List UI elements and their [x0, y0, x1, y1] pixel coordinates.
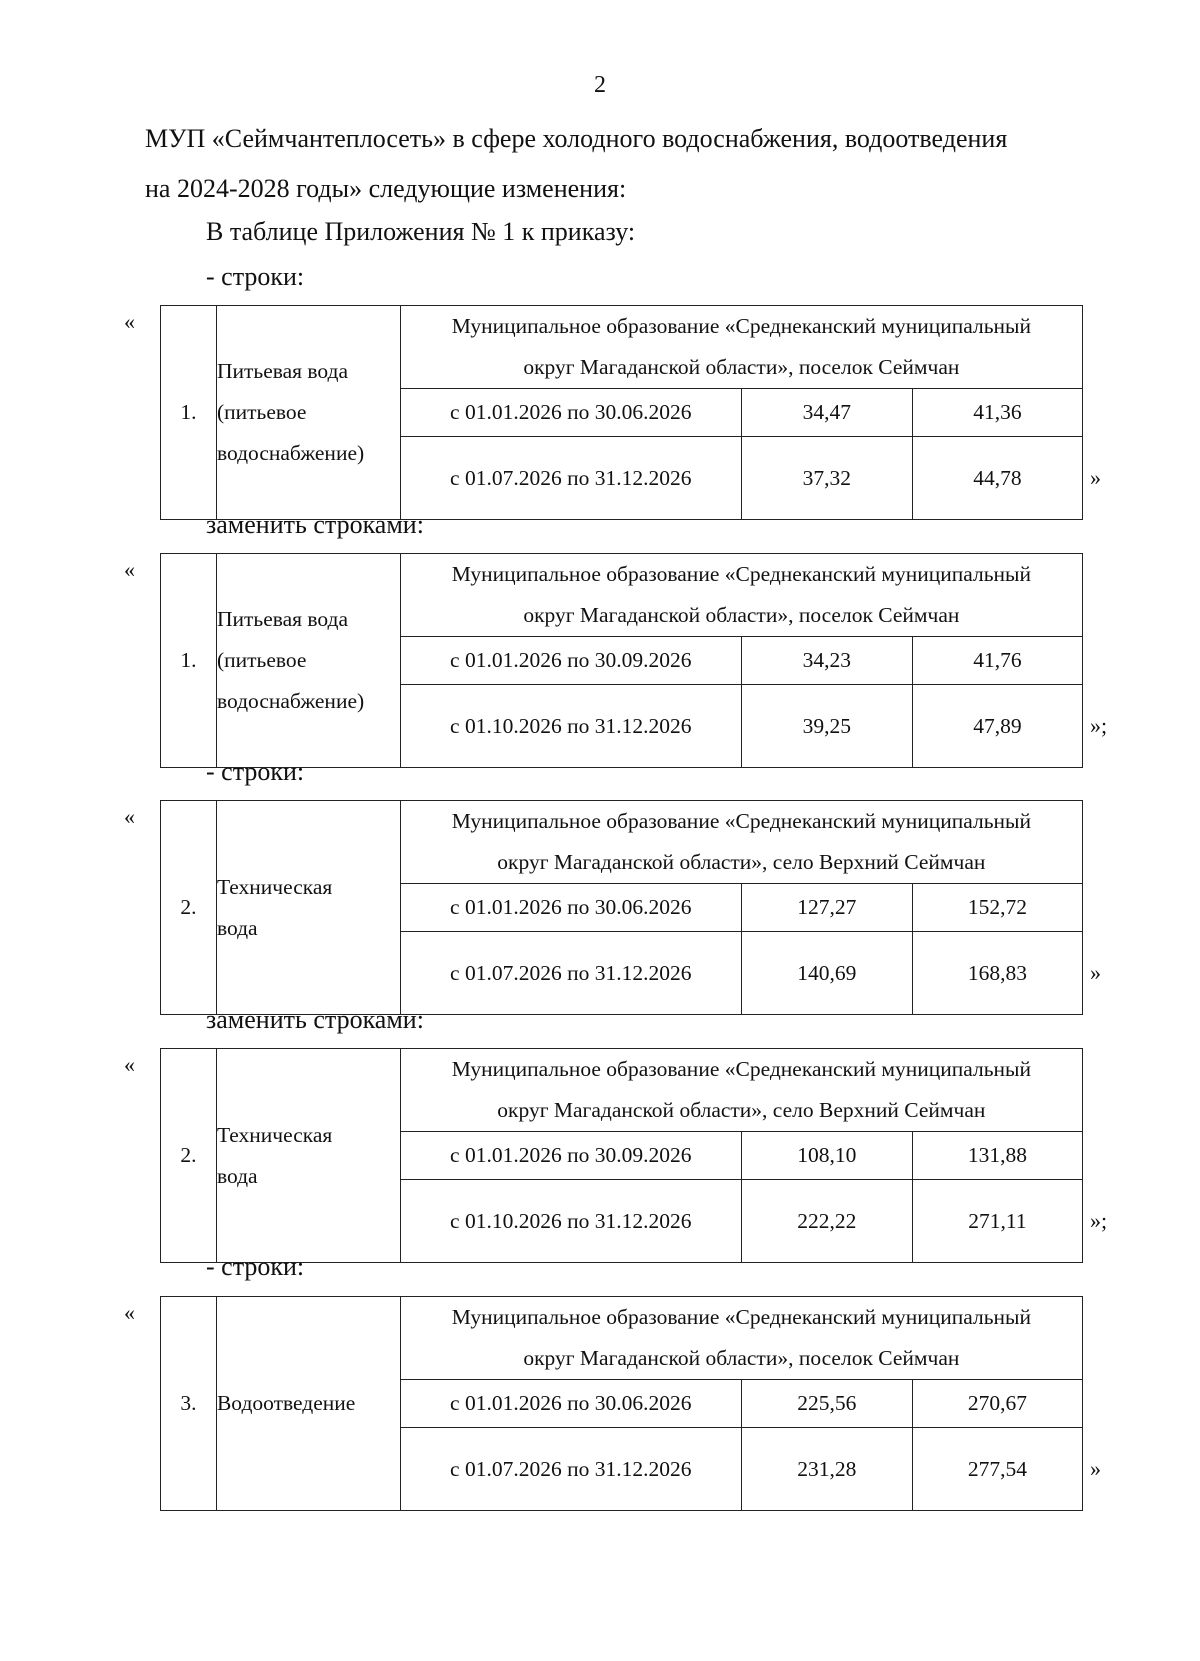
tariff-block — [124, 1296, 1124, 1510]
tariff-vat-value-cell: 47,89 — [912, 685, 1082, 768]
closing-quote: »; — [1090, 713, 1108, 738]
period-cell: с 01.01.2026 по 30.06.2026 — [400, 884, 741, 932]
table-row — [161, 801, 1083, 884]
period-cell: с 01.07.2026 по 31.12.2026 — [400, 932, 741, 1015]
row-number: 2. — [161, 1049, 217, 1263]
table-row — [161, 554, 1083, 637]
tariff-block — [124, 553, 1124, 767]
municipality-line: Муниципальное образование «Среднеканский муниципальный — [451, 1305, 1031, 1329]
intro-line-3: В таблице Приложения № 1 к приказу: — [206, 217, 636, 246]
period-cell: с 01.01.2026 по 30.06.2026 — [400, 1380, 741, 1428]
service-name-line: вода — [216, 915, 258, 940]
tariff-value-cell: 39,25 — [741, 685, 912, 768]
opening-quote: « — [124, 804, 135, 829]
municipality-cell — [400, 306, 1082, 389]
municipality-line: Муниципальное образование «Среднеканский муниципальный — [451, 562, 1031, 586]
closing-quote: » — [1090, 1456, 1101, 1481]
tariff-vat-value-cell: 271,11 — [912, 1180, 1082, 1263]
municipality-line: округ Магаданской области», село Верхний Сеймчан — [497, 1098, 986, 1122]
closing-quote: » — [1090, 960, 1101, 985]
row-number: 1. — [161, 306, 217, 520]
block-label: - строки: — [206, 757, 305, 786]
municipality-line: округ Магаданской области», село Верхний Сеймчан — [497, 850, 986, 874]
tariff-vat-value-cell: 41,76 — [912, 637, 1082, 685]
service-name — [216, 1049, 400, 1263]
tariff-value-cell: 140,69 — [741, 932, 912, 1015]
table-row — [161, 306, 1083, 389]
tariff-table — [160, 305, 1083, 520]
tariff-value-cell: 37,32 — [741, 437, 912, 520]
tariff-value-cell: 108,10 — [741, 1132, 912, 1180]
tariff-value-cell: 222,22 — [741, 1180, 912, 1263]
tariff-value-cell: 34,23 — [741, 637, 912, 685]
tariff-vat-value-cell: 44,78 — [912, 437, 1082, 520]
service-name — [216, 554, 400, 768]
tariff-vat-value-cell: 152,72 — [912, 884, 1082, 932]
page-number: 2 — [594, 72, 606, 98]
row-number: 2. — [161, 801, 217, 1015]
opening-quote: « — [124, 1052, 135, 1077]
opening-quote: « — [124, 1300, 135, 1325]
service-name-line: водоснабжение) — [216, 689, 365, 713]
tariff-value-cell: 225,56 — [741, 1380, 912, 1428]
period-cell: с 01.10.2026 по 31.12.2026 — [400, 685, 741, 768]
municipality-cell — [400, 801, 1082, 884]
tariff-vat-value-cell: 277,54 — [912, 1428, 1082, 1511]
service-name-line: вода — [216, 1163, 258, 1188]
closing-quote: »; — [1090, 1208, 1108, 1233]
service-name-line: Питьевая вода — [216, 359, 349, 383]
intro-line-1: МУП «Сеймчантеплосеть» в сфере холодного водоснабжения, водоотведения — [145, 124, 1008, 153]
opening-quote: « — [124, 557, 135, 582]
period-cell: с 01.01.2026 по 30.09.2026 — [400, 1132, 741, 1180]
table-row — [161, 1297, 1083, 1380]
municipality-line: Муниципальное образование «Среднеканский муниципальный — [451, 809, 1031, 833]
period-cell: с 01.01.2026 по 30.06.2026 — [400, 389, 741, 437]
tariff-vat-value-cell: 168,83 — [912, 932, 1082, 1015]
tariff-table — [160, 1296, 1083, 1511]
tariff-table — [160, 800, 1083, 1015]
intro-line-2: на 2024-2028 годы» следующие изменения: — [145, 174, 627, 203]
municipality-line: Муниципальное образование «Среднеканский муниципальный — [451, 1057, 1031, 1081]
row-number: 3. — [161, 1297, 217, 1511]
tariff-block — [124, 305, 1124, 519]
municipality-line: округ Магаданской области», поселок Сеймчан — [523, 1346, 960, 1370]
service-name — [216, 801, 400, 1015]
tariff-value-cell: 231,28 — [741, 1428, 912, 1511]
period-cell: с 01.07.2026 по 31.12.2026 — [400, 437, 741, 520]
period-cell: с 01.01.2026 по 30.09.2026 — [400, 637, 741, 685]
period-cell: с 01.07.2026 по 31.12.2026 — [400, 1428, 741, 1511]
service-name-line: (питьевое — [216, 648, 307, 672]
tariff-vat-value-cell: 41,36 — [912, 389, 1082, 437]
service-name-line: Техническая — [216, 1122, 333, 1147]
service-name-line: (питьевое — [216, 400, 307, 424]
table-row — [161, 1049, 1083, 1132]
tariff-vat-value-cell: 270,67 — [912, 1380, 1082, 1428]
tariff-block — [124, 800, 1124, 1014]
service-name-line: водоснабжение) — [216, 441, 365, 465]
municipality-line: округ Магаданской области», поселок Сеймчан — [523, 355, 960, 379]
block-label: - строки: — [206, 1252, 305, 1281]
tariff-table — [160, 553, 1083, 768]
period-cell: с 01.10.2026 по 31.12.2026 — [400, 1180, 741, 1263]
tariff-block — [124, 1048, 1124, 1262]
municipality-cell — [400, 1297, 1082, 1380]
service-name-line: Водоотведение — [216, 1391, 356, 1415]
tariff-value-cell: 34,47 — [741, 389, 912, 437]
block-label: - строки: — [206, 262, 305, 291]
municipality-line: Муниципальное образование «Среднеканский муниципальный — [451, 314, 1031, 338]
closing-quote: » — [1090, 465, 1101, 490]
municipality-cell — [400, 1049, 1082, 1132]
tariff-table — [160, 1048, 1083, 1263]
opening-quote: « — [124, 309, 135, 334]
municipality-cell — [400, 554, 1082, 637]
service-name-line: Питьевая вода — [216, 607, 349, 631]
municipality-line: округ Магаданской области», поселок Сеймчан — [523, 603, 960, 627]
tariff-value-cell: 127,27 — [741, 884, 912, 932]
row-number: 1. — [161, 554, 217, 768]
service-name — [216, 1297, 400, 1511]
service-name-line: Техническая — [216, 874, 333, 899]
tariff-vat-value-cell: 131,88 — [912, 1132, 1082, 1180]
block-label: заменить строками: — [206, 1005, 424, 1034]
service-name — [216, 306, 400, 520]
block-label: заменить строками: — [206, 510, 424, 539]
